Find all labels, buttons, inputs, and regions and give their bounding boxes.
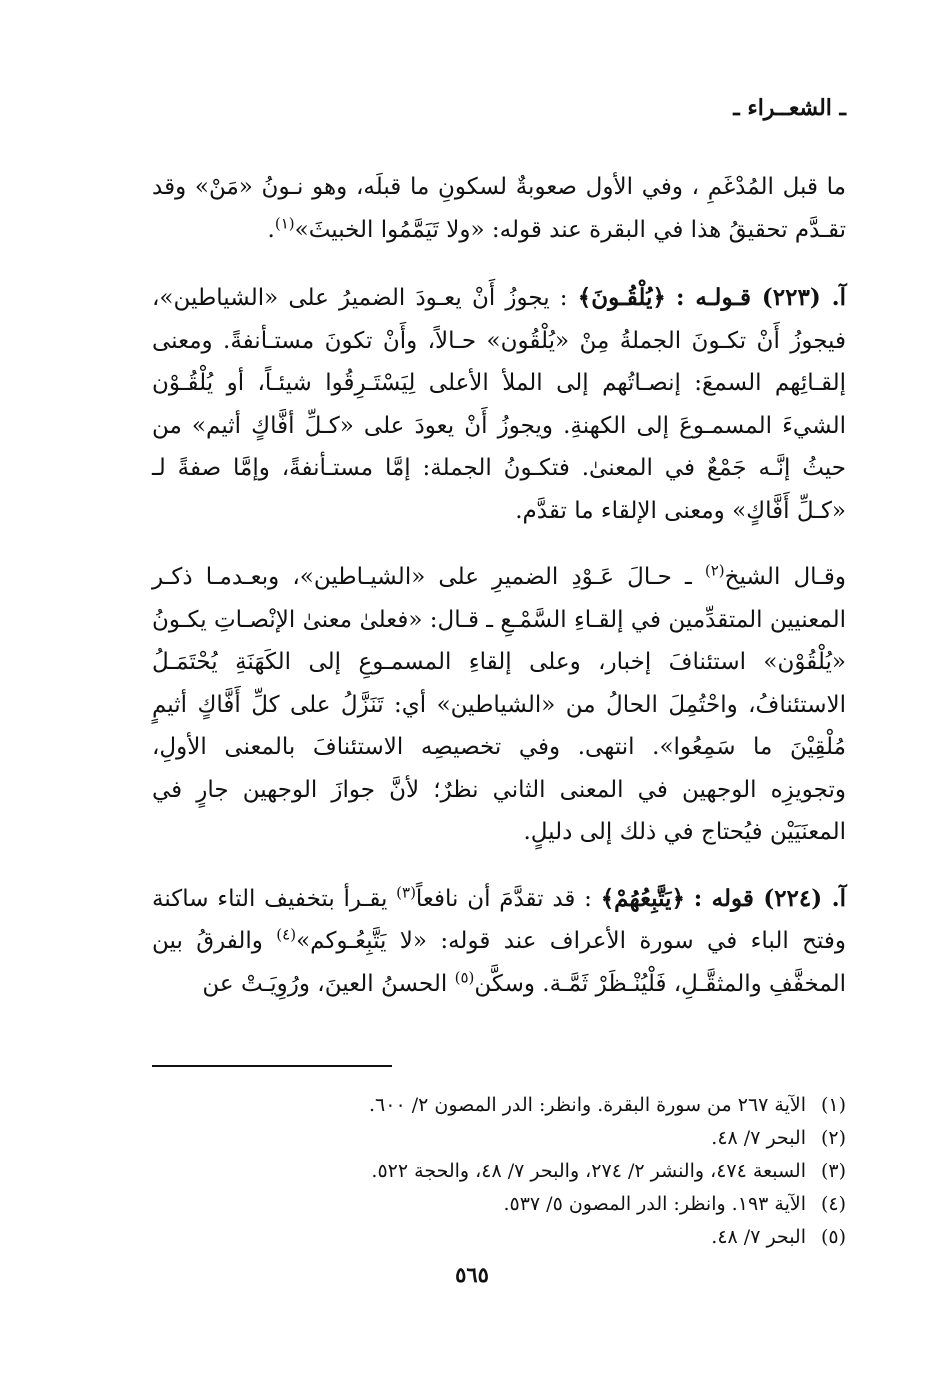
verse-223-label: آ. (٢٢٣) قـولـه :: [676, 284, 846, 311]
footnote-ref-1: (١): [274, 213, 295, 232]
footnote-divider: [152, 1065, 392, 1067]
footnotes-list: [152, 1089, 846, 1254]
verse-224-text-c: والفرقُ بين المخفَّفِ والمثقَّـلِ، فَلْيُنْـظَرْ ثَمَّـة. وسكَّن: [152, 928, 846, 997]
page-number: ٥٦٥: [455, 1262, 489, 1287]
footnote-item: [152, 1188, 846, 1221]
footnote-number: (٤): [820, 1193, 846, 1215]
footnote-text: الآية ٢٦٧ من سورة البقرة. وانظر: الدر المصون ٢/ ٦٠٠.: [368, 1094, 806, 1116]
footnote-ref-5: (٥): [454, 967, 475, 986]
verse-224-quote: ﴿يَتَّبِعُهُمْ﴾: [600, 884, 685, 912]
verse-223-commentary: : يجوزُ أَنْ يعـودَ الضميرُ على «الشياطين»، فيجوزُ أَنْ تكـونَ الجملةُ مِنْ «يُلْقُون» حـالاً، وأَنْ تكونَ مستـأنفةً. ومعنى إلقـائِهم السمعَ: إنصـاتُهم إلى الملأ الأعلى لِيَسْتَـرِقُوا شيئـاً، أو يُلْقُـوْن الشيءَ المسمـوعَ إلى الكهنةِ. ويجوزُ أَنْ يعودَ على «كـلِّ أفَّاكٍ أثيم» من حيثُ إنَّـه جَمْعٌ في المعنىٰ. فتكـونُ الجملة: إمَّا مستـأنفةً، وإمَّا صفةً لـ «كـلِّ أَفَّاكٍ» ومعنى الإلقاء ما تقدَّم.: [152, 285, 846, 524]
verse-224-text-a: : قد تقدَّمَ أن نافعاً: [415, 885, 592, 912]
sheikh-quote-intro: وقـال الشيخ: [724, 564, 847, 590]
paragraph-verse-224: [152, 878, 846, 1006]
verse-223-quote: ﴿يُلْقُـونَ﴾: [577, 284, 666, 311]
verse-224-text-b: يقـرأ بتخفيف التاء ساكنة وفتح الباء في سورة الأعراف عند قوله: «لا يَتَّبِعُـوكم»: [152, 885, 846, 954]
footnote-number: (١): [820, 1094, 846, 1116]
footnote-ref-4: (٤): [276, 925, 297, 944]
footnote-text: السبعة ٤٧٤، والنشر ٢/ ٢٧٤، والبحر ٧/ ٤٨، والحجة ٥٢٢.: [371, 1160, 806, 1182]
paragraph-1-end: .: [267, 216, 275, 243]
footnote-number: (٢): [820, 1127, 846, 1149]
running-title: ـ الشعــراء ـ: [733, 95, 846, 121]
running-header: [152, 88, 846, 128]
footnote-item: [152, 1221, 846, 1254]
footnote-number: (٣): [820, 1160, 846, 1182]
paragraph-1: [152, 166, 846, 251]
paragraph-1-text: ما قبل المُدْغَمِ ، وفي الأول صعوبةٌ لسكونِ ما قبلَه، وهو نـونُ «مَنْ» وقد تقـدَّم تحقيقُ هذا في البقرة عند قوله: «ولا تَيَمَّمُوا الخبيثَ»: [152, 174, 846, 243]
footnote-item: [152, 1089, 846, 1122]
verse-224-label: آ. (٢٢٤) قوله :: [693, 884, 847, 912]
footnote-item: [152, 1155, 846, 1188]
sheikh-quote-body: ـ حـالَ عَـوْدِ الضميرِ على «الشيـاطين»، وبعـدمـا ذكـر المعنيين المتقدِّمين في إلقـاءِ السَّمْـعِ ـ قـال: «فعلىٰ معنىٰ الإنْصـاتِ يكـونُ «يُلْقُوْن» استئنافَ إخبار، وعلى إلقاءِ المسمـوعِ إلى الكَهَنَةِ يُحْتَمَـلُ الاستئنافُ، واحْتُمِلَ الحالُ من «الشياطين» أي: تَنَزَّلُ على كلِّ أَفَّاكٍ أثيمٍ مُلْقِيْنَ ما سَمِعُوا». انتهى. وفي تخصيصِه الاستئنافَ بالمعنى الأولِ، وتجويزِه الوجهين في المعنى الثاني نظرٌ؛ لأنَّ جوازَ الوجهين جارٍ في المعنَيَيْن فيُحتاج في ذلك إلى دليلٍ.: [152, 564, 846, 845]
footnote-item: [152, 1122, 846, 1155]
verse-224-text-d: الحسنُ العينَ، ورُوِيَـتْ عن: [202, 970, 448, 997]
footnote-number: (٥): [820, 1226, 846, 1248]
footnote-text: البحر ٧/ ٤٨.: [711, 1127, 806, 1149]
footnote-ref-2: (٢): [704, 561, 725, 580]
paragraph-sheikh-quote: [152, 556, 846, 854]
footnote-ref-3: (٣): [396, 882, 416, 901]
footnote-text: البحر ٧/ ٤٨.: [711, 1226, 806, 1248]
footnote-text: الآية ١٩٣. وانظر: الدر المصون ٥/ ٥٣٧.: [503, 1193, 806, 1215]
paragraph-verse-223: [152, 277, 846, 532]
